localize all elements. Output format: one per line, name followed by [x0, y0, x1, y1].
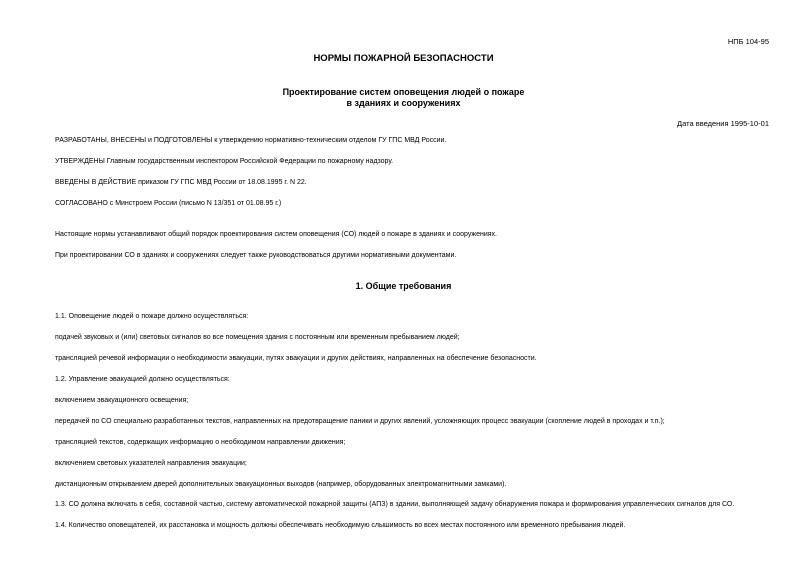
paragraph-enacted: ВВЕДЕНЫ В ДЕЙСТВИЕ приказом ГУ ГПС МВД России от 18.08.1995 г. N 22.	[55, 179, 307, 186]
paragraph-guidance: При проектировании СО в зданиях и сооружениях следует также руководствоваться другими нормативными документами.	[55, 252, 457, 259]
document-title: НОРМЫ ПОЖАРНОЙ БЕЗОПАСНОСТИ	[313, 53, 494, 64]
list-item: подачей звуковых и (или) световых сигналов во все помещения здания с постоянным или временным пребыванием людей;	[55, 334, 460, 341]
subtitle-line-1: Проектирование систем оповещения людей о пожаре	[282, 87, 525, 97]
paragraph-developed: РАЗРАБОТАНЫ, ВНЕСЕНЫ и ПОДГОТОВЛЕНЫ к утверждению нормативно-техническим отделом ГУ ГПС МВД России.	[55, 137, 447, 144]
list-item: трансляцией текстов, содержащих информацию о необходимом направлении движения;	[55, 439, 346, 446]
list-item: 1.3. СО должна включать в себя, составной частью, систему автоматической пожарной защиты (АПЗ) в здании, выполняющей задачу обнаружения пожара и формирования управленческих сигналов для СО.	[55, 501, 735, 508]
paragraph-agreed: СОГЛАСОВАНО с Минстроем России (письмо N 13/351 от 01.08.95 г.)	[55, 200, 282, 207]
section-title: 1. Общие требования	[355, 281, 452, 291]
list-item: включением эвакуационного освещения;	[55, 397, 189, 404]
list-item: включением световых указателей направления эвакуации;	[55, 460, 247, 467]
list-item: 1.4. Количество оповещателей, их расстановка и мощность должны обеспечивать необходимую слышимость во всех местах постоянного или временного пребывания людей.	[55, 522, 626, 529]
list-item: дистанционным открыванием дверей дополнительных эвакуационных выходов (например, оборудованных электромагнитными замками).	[55, 481, 507, 488]
document-code: НПБ 104-95	[727, 37, 769, 46]
introduction-date: Дата введения 1995-10-01	[677, 119, 769, 128]
subtitle-line-2: в зданиях и сооружениях	[346, 98, 461, 108]
list-item: передачей по СО специально разработанных текстов, направленных на предотвращение паники и других явлений, усложняющих процесс эвакуации (скопление людей в проходах и т.п.);	[55, 418, 665, 425]
list-item: 1.2. Управление эвакуацией должно осуществляться:	[55, 376, 230, 383]
paragraph-approved: УТВЕРЖДЕНЫ Главным государственным инспектором Российской Федерации по пожарному надзору.	[55, 158, 394, 165]
list-item: 1.1. Оповещение людей о пожаре должно осуществляться:	[55, 313, 249, 320]
list-item: трансляцией речевой информации о необходимости эвакуации, путях эвакуации и других действиях, направленных на обеспечение безопасности.	[55, 355, 537, 362]
document-subtitle	[0, 87, 807, 109]
paragraph-scope: Настоящие нормы устанавливают общий порядок проектирования систем оповещения (СО) людей о пожаре в зданиях и сооружениях.	[55, 231, 498, 238]
